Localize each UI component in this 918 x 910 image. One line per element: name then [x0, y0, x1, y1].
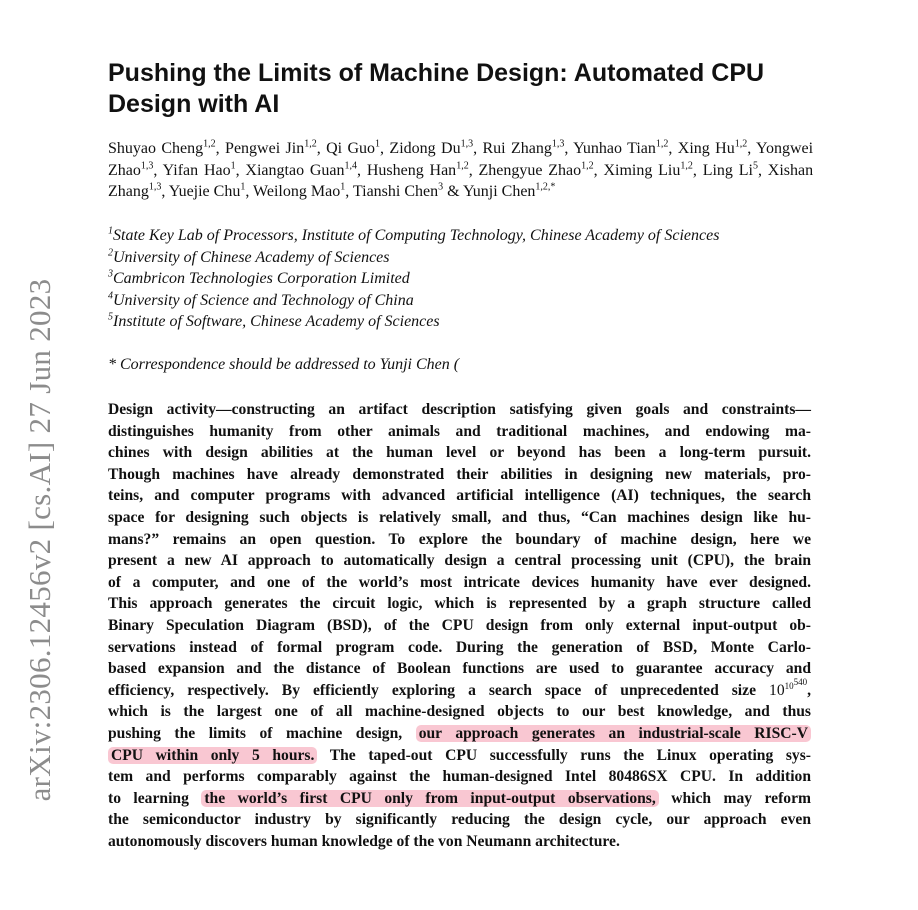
abstract — [108, 399, 811, 852]
author: Zidong Du — [389, 140, 461, 157]
highlight-first-cpu: the world’s first CPU only from input-output observations, — [201, 790, 658, 807]
author: Zhengyue Zhao — [478, 161, 582, 179]
author: Pengwei Jin — [225, 140, 305, 157]
affiliation — [108, 290, 828, 312]
abstract-text: which may reform — [671, 789, 811, 807]
author: Xing Hu — [677, 140, 735, 157]
abstract-line: mans?” remains an open question. To explore the boundary of machine design, here we — [108, 530, 811, 548]
abstract-line: of a computer, and one of the world’s most intricate devices humanity have ever designed. — [108, 573, 811, 591]
author-affiliation: 1,2 — [203, 138, 216, 150]
affiliation — [108, 311, 828, 333]
abstract-text: to learning — [108, 789, 189, 807]
size-exponent: 10 — [784, 680, 794, 691]
author: Yuejie Chu — [168, 183, 241, 201]
abstract-line — [108, 676, 812, 702]
size-base: 10 — [769, 681, 785, 699]
author-affiliation: 1,2 — [581, 160, 594, 172]
abstract-text: , — [807, 681, 812, 699]
author-affiliation: 3 — [438, 181, 444, 193]
author: Rui Zhang — [482, 140, 552, 157]
abstract-line: distinguishes humanity from other animals and traditional machines, and endowing ma- — [108, 422, 811, 440]
abstract-line: autonomously discovers human knowledge of the von Neumann architecture. — [108, 832, 620, 850]
abstract-text: efficiency, respectively. By efficiently exploring a search space of unprecedented size — [108, 681, 756, 699]
abstract-line — [108, 788, 811, 810]
affiliation-number: 4 — [108, 290, 113, 302]
author-affiliation: 1,3 — [551, 138, 565, 150]
abstract-line: the semiconductor industry by significantly reducing the design cycle, our approach even — [108, 811, 811, 829]
affiliation-text: University of Chinese Academy of Sciences — [113, 248, 390, 266]
affiliation-number: 1 — [108, 225, 113, 237]
affiliation — [108, 225, 828, 247]
author-affiliation: 1 — [240, 181, 246, 193]
abstract-line: based expansion and the distance of Boolean functions are used to guarantee accuracy and — [108, 660, 811, 678]
author: Yongwei Zhao — [108, 140, 814, 179]
author: Shuyao Cheng — [108, 140, 204, 157]
affiliation — [108, 268, 828, 290]
author: Yifan Hao — [162, 161, 231, 179]
author-affiliation: 1,4 — [344, 160, 358, 172]
abstract-text: pushing the limits of machine design, — [108, 724, 403, 742]
author-affiliation: 1 — [230, 160, 236, 172]
author: Yunji Chen — [462, 183, 536, 201]
author-affiliation: 1,2 — [456, 160, 469, 172]
author: Yunhao Tian — [573, 140, 656, 157]
author-affiliation: 1,2,* — [535, 181, 556, 193]
abstract-line: teins, and computer programs with advanced artificial intelligence (AI) techniques, the search — [108, 487, 811, 505]
author: Qi Guo — [326, 140, 376, 157]
author-affiliation: 1,2 — [734, 138, 748, 150]
abstract-line: Binary Speculation Diagram (BSD), of the CPU design from only external input-output ob- — [108, 616, 811, 634]
abstract-line: servations instead of formal program code. During the generation of BSD, Monte Carlo- — [108, 638, 811, 656]
arxiv-identifier: arXiv:2306.12456v2 [cs.AI] 27 Jun 2023 — [22, 278, 57, 802]
author-affiliation: 1 — [375, 138, 381, 150]
search-space-size — [769, 676, 808, 699]
affiliation-number: 3 — [108, 268, 113, 280]
affiliation-list — [108, 225, 828, 333]
abstract-line: present a new AI approach to automatically design a central processing unit (CPU), the brain — [108, 552, 811, 570]
affiliation-text: State Key Lab of Processors, Institute of Computing Technology, Chinese Academy of Sciences — [113, 227, 720, 244]
abstract-line — [108, 723, 811, 745]
abstract-line: Though machines have already demonstrated their abilities in designing new materials, pro- — [108, 465, 811, 483]
affiliation-number: 5 — [108, 312, 113, 324]
abstract-line: space for designing such objects is relatively small, and thus, “Can machines design like hu- — [108, 508, 811, 526]
author: Husheng Han — [366, 161, 457, 179]
paper-title: Pushing the Limits of Machine Design: Automated CPU Design with AI — [108, 59, 765, 118]
abstract-line: Design activity—constructing an artifact description satisfying given goals and constraints— — [108, 401, 811, 418]
abstract-text: The taped-out CPU successfully runs the Linux operating sys- — [329, 746, 811, 764]
author-affiliation: 1,2 — [655, 138, 669, 150]
author: Xiangtao Guan — [245, 161, 345, 179]
abstract-line: chines with design abilities at the human level or beyond has been a long-term pursuit. — [108, 444, 811, 462]
author-affiliation: 1,3 — [148, 181, 162, 193]
author-affiliation: 1,3 — [460, 138, 474, 150]
author-affiliation: 1 — [340, 181, 346, 193]
affiliation — [108, 247, 828, 269]
affiliation-text: University of Science and Technology of China — [113, 291, 414, 309]
author-affiliation: 5 — [752, 160, 758, 172]
author: Tianshi Chen — [352, 183, 439, 201]
author-affiliation: 1,2 — [304, 138, 317, 150]
author: Ximing Liu — [603, 161, 681, 179]
abstract-line: This approach generates the circuit logic, which is represented by a graph structure called — [108, 595, 811, 613]
abstract-line: tem and performs comparably against the human-designed Intel 80486SX CPU. In addition — [108, 768, 811, 786]
correspondence-note: * Correspondence should be addressed to Yunji Chen ( — [108, 356, 460, 373]
highlight-industrial-cpu: our approach generates an industrial-scale RISC-V — [416, 725, 811, 742]
affiliation-number: 2 — [108, 247, 113, 259]
size-exponent-power: 540 — [793, 676, 808, 687]
abstract-line: which is the largest one of all machine-designed objects to our best knowledge, and thus — [108, 703, 811, 721]
author-affiliation: 1,2 — [680, 160, 693, 172]
author: Xishan Zhang — [108, 161, 814, 201]
author-list: Shuyao Cheng$^{1,2}$, Pengwei Jin$^{1,2}$, Qi Guo$^1$, Zidong Du$^{1,3}$, Rui Zhang$^{1,3}$, Yunhao Tian$^{1,2}$, Xing Hu$^{1,2}$, Yongwei Zhao$^{1,3}$, Yifan Hao$^1$, Xiangtao Guan$^{1,4}$, Husheng Han$^{1,2}$, Zhengyue Zhao$^{1,2}$, Ximing Liu$^{1,2}$, Ling Li$^5$, Xishan Zhang$^{1,3}$, Yuejie Chu$^1$, Weilong Mao$^1$, Tianshi Chen$^3$ & Yunji Chen$^{1,2,*}$ — [108, 138, 814, 201]
author: Ling Li — [702, 161, 753, 179]
affiliation-text: Cambricon Technologies Corporation Limited — [113, 270, 410, 288]
author: Weilong Mao — [253, 183, 341, 201]
affiliation-text: Institute of Software, Chinese Academy of Sciences — [113, 313, 440, 331]
highlight-five-hours: CPU within only 5 hours. — [108, 747, 317, 764]
abstract-line — [108, 745, 811, 767]
author-affiliation: 1,3 — [140, 160, 154, 172]
